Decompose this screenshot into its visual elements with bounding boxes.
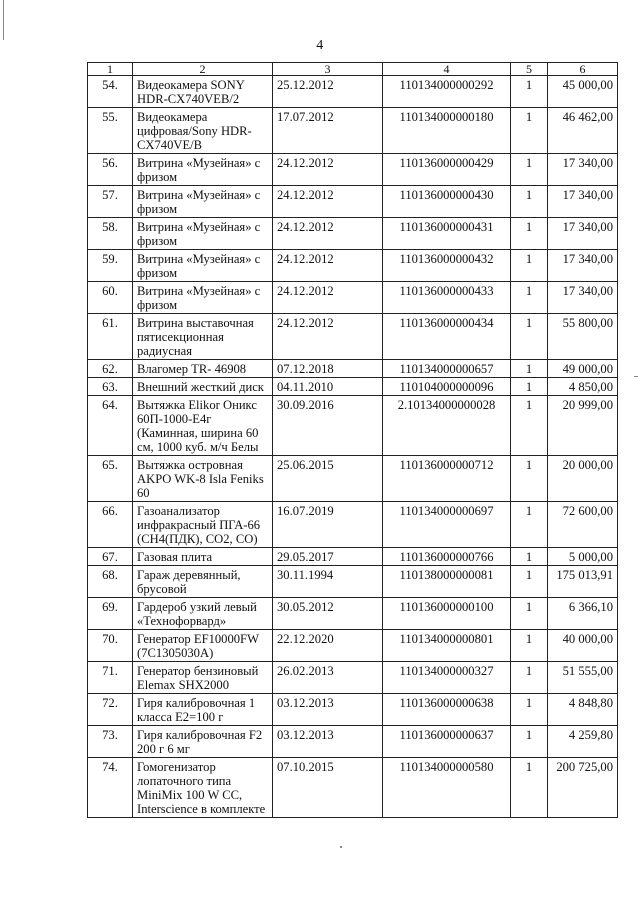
cost-cell: 6 366,10 (548, 598, 618, 630)
date-cell: 25.06.2015 (273, 456, 383, 502)
date-cell: 30.11.1994 (273, 566, 383, 598)
table-row (88, 108, 618, 154)
column-header: 4 (383, 63, 511, 76)
table-row (88, 758, 618, 818)
date-cell: 07.12.2018 (273, 360, 383, 378)
cost-cell: 55 800,00 (548, 314, 618, 360)
row-number-cell: 57. (88, 186, 133, 218)
table-header-row (88, 63, 618, 76)
date-cell: 29.05.2017 (273, 548, 383, 566)
row-number-cell: 62. (88, 360, 133, 378)
row-number-cell: 54. (88, 76, 133, 108)
table-row (88, 250, 618, 282)
quantity-cell: 1 (511, 186, 548, 218)
cost-cell: 4 850,00 (548, 378, 618, 396)
quantity-cell: 1 (511, 360, 548, 378)
inventory-table (87, 62, 618, 818)
inventory-number-cell: 110134000000580 (383, 758, 511, 818)
table-row (88, 548, 618, 566)
date-cell: 30.05.2012 (273, 598, 383, 630)
column-header: 1 (88, 63, 133, 76)
row-number-cell: 74. (88, 758, 133, 818)
row-number-cell: 72. (88, 694, 133, 726)
row-number-cell: 70. (88, 630, 133, 662)
cost-cell: 4 848,80 (548, 694, 618, 726)
cost-cell: 175 013,91 (548, 566, 618, 598)
row-number-cell: 55. (88, 108, 133, 154)
table-row (88, 378, 618, 396)
date-cell: 22.12.2020 (273, 630, 383, 662)
quantity-cell: 1 (511, 282, 548, 314)
page-number: 4 (316, 38, 324, 53)
column-header: 6 (548, 63, 618, 76)
cost-cell: 4 259,80 (548, 726, 618, 758)
item-name-cell: Видеокамера цифровая/Sony HDR-CX740VE/B (133, 108, 273, 154)
date-cell: 24.12.2012 (273, 218, 383, 250)
inventory-number-cell: 110134000000697 (383, 502, 511, 548)
scan-dot (340, 846, 342, 848)
item-name-cell: Витрина «Музейная» с фризом (133, 282, 273, 314)
inventory-number-cell: 110136000000434 (383, 314, 511, 360)
margin-mark (3, 0, 4, 40)
table-row (88, 566, 618, 598)
item-name-cell: Витрина «Музейная» с фризом (133, 250, 273, 282)
row-number-cell: 59. (88, 250, 133, 282)
cost-cell: 17 340,00 (548, 282, 618, 314)
inventory-number-cell: 110104000000096 (383, 378, 511, 396)
quantity-cell: 1 (511, 456, 548, 502)
table-row (88, 186, 618, 218)
cost-cell: 20 999,00 (548, 396, 618, 456)
inventory-number-cell: 110136000000637 (383, 726, 511, 758)
cost-cell: 17 340,00 (548, 186, 618, 218)
date-cell: 24.12.2012 (273, 282, 383, 314)
row-number-cell: 69. (88, 598, 133, 630)
quantity-cell: 1 (511, 378, 548, 396)
inventory-number-cell: 110136000000766 (383, 548, 511, 566)
quantity-cell: 1 (511, 218, 548, 250)
inventory-number-cell: 110136000000638 (383, 694, 511, 726)
cost-cell: 72 600,00 (548, 502, 618, 548)
item-name-cell: Гардероб узкий левый «Технофорвард» (133, 598, 273, 630)
quantity-cell: 1 (511, 76, 548, 108)
quantity-cell: 1 (511, 566, 548, 598)
inventory-number-cell: 110136000000432 (383, 250, 511, 282)
inventory-number-cell: 110136000000429 (383, 154, 511, 186)
column-header: 3 (273, 63, 383, 76)
row-number-cell: 65. (88, 456, 133, 502)
item-name-cell: Влагомер TR- 46908 (133, 360, 273, 378)
inventory-number-cell: 110134000000327 (383, 662, 511, 694)
table-row (88, 456, 618, 502)
table-row (88, 282, 618, 314)
row-number-cell: 63. (88, 378, 133, 396)
table-row (88, 76, 618, 108)
table-row (88, 360, 618, 378)
cost-cell: 51 555,00 (548, 662, 618, 694)
cost-cell: 200 725,00 (548, 758, 618, 818)
table-row (88, 630, 618, 662)
inventory-number-cell: 110134000000180 (383, 108, 511, 154)
cost-cell: 20 000,00 (548, 456, 618, 502)
date-cell: 24.12.2012 (273, 314, 383, 360)
date-cell: 04.11.2010 (273, 378, 383, 396)
row-number-cell: 67. (88, 548, 133, 566)
row-number-cell: 56. (88, 154, 133, 186)
row-number-cell: 61. (88, 314, 133, 360)
date-cell: 24.12.2012 (273, 154, 383, 186)
inventory-number-cell: 110136000000712 (383, 456, 511, 502)
item-name-cell: Гиря калибровочная F2 200 г 6 мг (133, 726, 273, 758)
quantity-cell: 1 (511, 548, 548, 566)
item-name-cell: Гомогенизатор лопаточного типа MiniMix 100 W CC, Interscience в комплекте (133, 758, 273, 818)
quantity-cell: 1 (511, 662, 548, 694)
inventory-number-cell: 110134000000292 (383, 76, 511, 108)
table-row (88, 598, 618, 630)
item-name-cell: Витрина «Музейная» с фризом (133, 154, 273, 186)
table-row (88, 396, 618, 456)
date-cell: 30.09.2016 (273, 396, 383, 456)
quantity-cell: 1 (511, 154, 548, 186)
table-row (88, 154, 618, 186)
quantity-cell: 1 (511, 108, 548, 154)
quantity-cell: 1 (511, 726, 548, 758)
quantity-cell: 1 (511, 598, 548, 630)
cost-cell: 17 340,00 (548, 154, 618, 186)
table-row (88, 218, 618, 250)
item-name-cell: Внешний жесткий диск (133, 378, 273, 396)
item-name-cell: Витрина «Музейная» с фризом (133, 218, 273, 250)
inventory-number-cell: 110136000000431 (383, 218, 511, 250)
row-number-cell: 71. (88, 662, 133, 694)
cost-cell: 17 340,00 (548, 218, 618, 250)
quantity-cell: 1 (511, 250, 548, 282)
item-name-cell: Витрина выставочная пятисекционная радиусная (133, 314, 273, 360)
quantity-cell: 1 (511, 694, 548, 726)
margin-mark (634, 376, 638, 377)
item-name-cell: Вытяжка островная AKPO WK-8 Isla Feniks 60 (133, 456, 273, 502)
inventory-number-cell: 2.10134000000028 (383, 396, 511, 456)
date-cell: 25.12.2012 (273, 76, 383, 108)
date-cell: 24.12.2012 (273, 250, 383, 282)
item-name-cell: Генератор EF10000FW (7C1305030A) (133, 630, 273, 662)
inventory-number-cell: 110138000000081 (383, 566, 511, 598)
row-number-cell: 60. (88, 282, 133, 314)
item-name-cell: Газовая плита (133, 548, 273, 566)
cost-cell: 40 000,00 (548, 630, 618, 662)
quantity-cell: 1 (511, 758, 548, 818)
quantity-cell: 1 (511, 396, 548, 456)
date-cell: 24.12.2012 (273, 186, 383, 218)
inventory-number-cell: 110136000000433 (383, 282, 511, 314)
item-name-cell: Генератор бензиновый Elemax SHX2000 (133, 662, 273, 694)
row-number-cell: 58. (88, 218, 133, 250)
date-cell: 17.07.2012 (273, 108, 383, 154)
row-number-cell: 66. (88, 502, 133, 548)
inventory-number-cell: 110134000000801 (383, 630, 511, 662)
date-cell: 16.07.2019 (273, 502, 383, 548)
quantity-cell: 1 (511, 630, 548, 662)
row-number-cell: 68. (88, 566, 133, 598)
date-cell: 07.10.2015 (273, 758, 383, 818)
inventory-number-cell: 110134000000657 (383, 360, 511, 378)
quantity-cell: 1 (511, 314, 548, 360)
cost-cell: 46 462,00 (548, 108, 618, 154)
date-cell: 26.02.2013 (273, 662, 383, 694)
column-header: 2 (133, 63, 273, 76)
table-row (88, 726, 618, 758)
table-row (88, 314, 618, 360)
date-cell: 03.12.2013 (273, 694, 383, 726)
inventory-number-cell: 110136000000430 (383, 186, 511, 218)
cost-cell: 17 340,00 (548, 250, 618, 282)
date-cell: 03.12.2013 (273, 726, 383, 758)
row-number-cell: 64. (88, 396, 133, 456)
item-name-cell: Витрина «Музейная» с фризом (133, 186, 273, 218)
item-name-cell: Газоанализатор инфракрасный ПГА-66 (СН4(ПДК), СО2, СО) (133, 502, 273, 548)
row-number-cell: 73. (88, 726, 133, 758)
quantity-cell: 1 (511, 502, 548, 548)
item-name-cell: Гараж деревянный, брусовой (133, 566, 273, 598)
item-name-cell: Гиря калибровочная 1 класса Е2=100 г (133, 694, 273, 726)
table-row (88, 662, 618, 694)
table-row (88, 694, 618, 726)
inventory-number-cell: 110136000000100 (383, 598, 511, 630)
column-header: 5 (511, 63, 548, 76)
cost-cell: 45 000,00 (548, 76, 618, 108)
item-name-cell: Вытяжка Elikor Оникс 60П-1000-Е4г (Каминная, ширина 60 см, 1000 куб. м/ч Белы (133, 396, 273, 456)
item-name-cell: Видеокамера SONY HDR-CX740VEB/2 (133, 76, 273, 108)
table-row (88, 502, 618, 548)
cost-cell: 49 000,00 (548, 360, 618, 378)
cost-cell: 5 000,00 (548, 548, 618, 566)
